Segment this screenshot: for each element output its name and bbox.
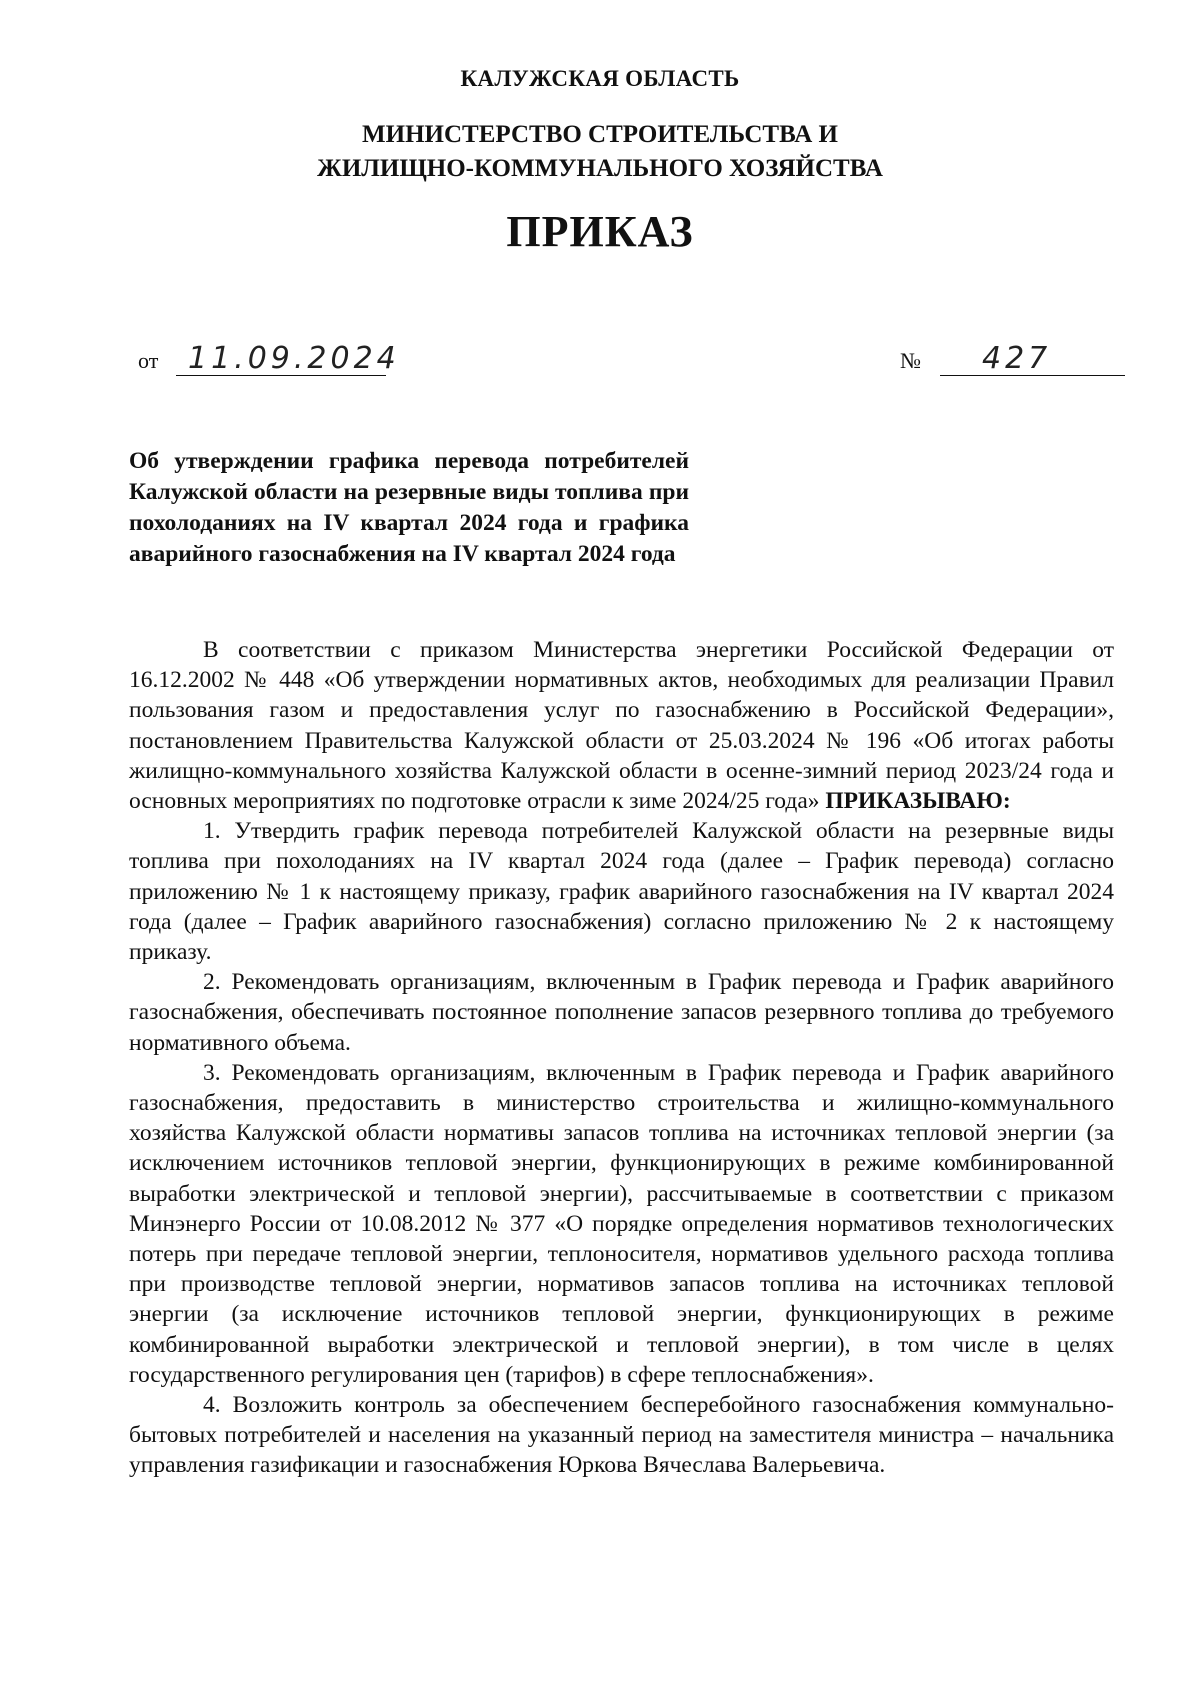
region-title: КАЛУЖСКАЯ ОБЛАСТЬ (460, 66, 740, 91)
preamble-text: В соответствии с приказом Министерства энергетики Российской Федерации от 16.12.2002 № 448 «Об утверждении нормативных актов, необходимых для реализации Правил пользования газом и предоставления услуг по газоснабжению в Российской Федерации», постановлением Правительства Калужской области от 25.03.2024 № 196 «Об итогах работы жилищно-коммунального хозяйства Калужской области в осенне-зимний период 2023/24 года и основных мероприятиях по подготовке отрасли к зиме 2024/25 года» (129, 637, 1114, 815)
ministry-title (0, 118, 1200, 186)
number-label: № (900, 348, 921, 373)
order-item-4: 4. Возложить контроль за обеспечением бесперебойного газоснабжения коммунально-бытовых потребителей и населения на указанный период на заместителя министра – начальника управления газификации и газоснабжения Юркова Вячеслава Валерьевича. (129, 1392, 1114, 1479)
order-subject: Об утверждении графика перевода потребителей Калужской области на резервные виды топлива при похолоданиях на IV квартал 2024 года и графика аварийного газоснабжения на IV квартал 2024 года (129, 448, 689, 567)
order-date-field (138, 342, 398, 382)
preamble-paragraph (129, 635, 1114, 816)
ministry-title-line-2: ЖИЛИЩНО-КОММУНАЛЬНОГО ХОЗЯЙСТВА (317, 155, 883, 182)
order-number-field (900, 342, 1140, 382)
order-item-3: 3. Рекомендовать организациям, включенным в График перевода и График аварийного газоснабжения, предоставить в министерство строительства и жилищно-коммунального хозяйства Калужской области нормативы запасов топлива на источниках тепловой энергии (за исключением источников тепловой энергии, функционирующих в режиме комбинированной выработки электрической и тепловой энергии), рассчитываемые в соответствии с приказом Минэнерго России от 10.08.2012 № 377 «О порядке определения нормативов технологических потерь при передаче тепловой энергии, теплоносителя, нормативов удельного расхода топлива при производстве тепловой энергии, нормативов запасов топлива на источниках тепловой энергии (за исключение источников тепловой энергии, функционирующих в режиме комбинированной выработки электрической и тепловой энергии), в том числе в целях государственного регулирования цен (тарифов) в сфере теплоснабжения». (129, 1059, 1114, 1388)
order-item-2: 2. Рекомендовать организациям, включенным в График перевода и График аварийного газоснабжения, обеспечивать постоянное пополнение запасов резервного топлива до требуемого нормативного объема. (129, 969, 1114, 1056)
order-item-1: 1. Утвердить график перевода потребителей Калужской области на резервные виды топлива при похолоданиях на IV квартал 2024 года (далее – График перевода) согласно приложению № 1 к настоящему приказу, график аварийного газоснабжения на IV квартал 2024 года (далее – График аварийного газоснабжения) согласно приложению № 2 к настоящему приказу. (129, 818, 1114, 966)
handwritten-number: 427 (982, 341, 1052, 376)
order-word: ПРИКАЗЫВАЮ: (825, 788, 1011, 815)
ministry-title-line-1: МИНИСТЕРСТВО СТРОИТЕЛЬСТВА И (362, 121, 838, 148)
date-label: от (138, 348, 159, 373)
order-body (129, 635, 1114, 1481)
document-type-title: ПРИКАЗ (506, 207, 694, 256)
handwritten-date: 11.09.2024 (188, 341, 400, 376)
